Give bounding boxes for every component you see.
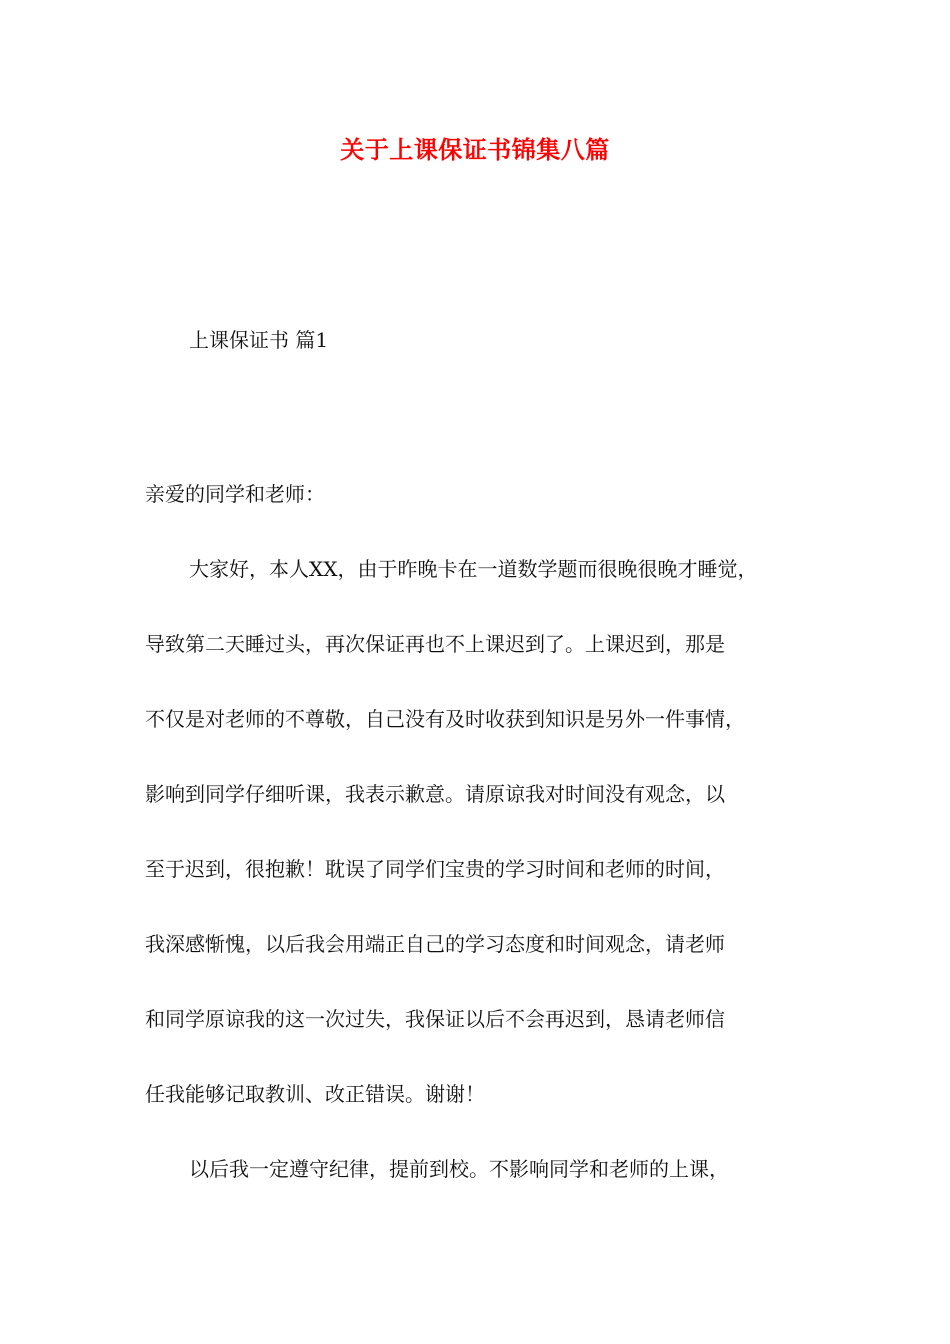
paragraph-line: 和同学原谅我的这一次过失，我保证以后不会再迟到，恳请老师信 — [145, 1007, 725, 1031]
greeting-line: 亲爱的同学和老师： — [145, 482, 325, 506]
paragraph-line: 任我能够记取教训、改正错误。谢谢！ — [145, 1082, 485, 1106]
paragraph-line: 不仅是对老师的不尊敬，自己没有及时收获到知识是另外一件事情， — [145, 707, 745, 731]
paragraph-line: 大家好，本人XX，由于昨晚卡在一道数学题而很晚很晚才睡觉， — [189, 557, 758, 581]
section-heading: 上课保证书 篇1 — [189, 328, 329, 352]
paragraph-line: 以后我一定遵守纪律，提前到校。不影响同学和老师的上课， — [189, 1157, 729, 1181]
document-title: 关于上课保证书锦集八篇 — [340, 135, 610, 164]
paragraph-line: 导致第二天睡过头，再次保证再也不上课迟到了。上课迟到，那是 — [145, 632, 725, 656]
paragraph-line: 至于迟到，很抱歉！耽误了同学们宝贵的学习时间和老师的时间， — [145, 857, 725, 881]
paragraph-line: 我深感惭愧，以后我会用端正自己的学习态度和时间观念，请老师 — [145, 932, 725, 956]
paragraph-line: 影响到同学仔细听课，我表示歉意。请原谅我对时间没有观念，以 — [145, 782, 725, 806]
